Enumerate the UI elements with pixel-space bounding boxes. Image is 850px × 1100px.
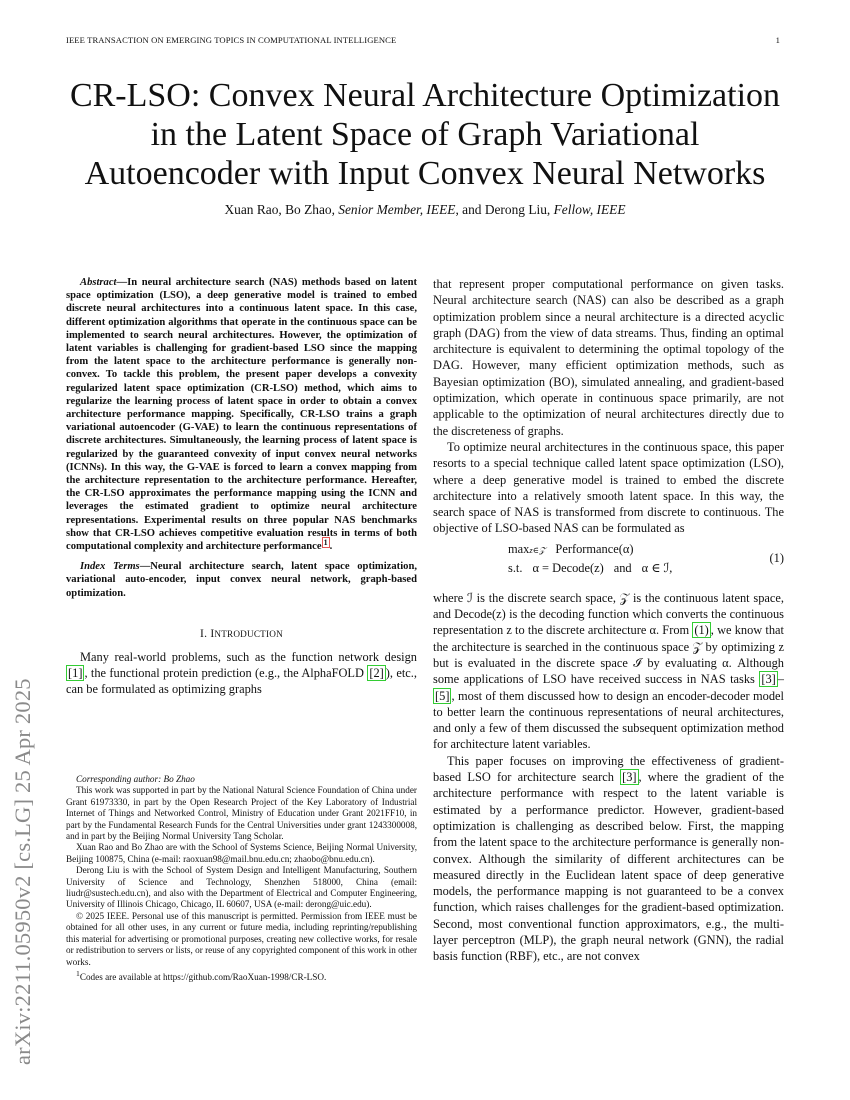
eq-and: and — [613, 560, 632, 575]
section-title-cap: I — [210, 626, 215, 640]
abstract: Abstract—In neural architecture search (NAS) methods based on latent space optimization (LSO), a deep generative model is trained to embed discrete neural architectures into a continuous latent space. In this case, different optimization algorithms that operate in the continuous space can be implemented to search neural architectures. However, the optimization of latent variables is challenging for gradient-based LSO since the mapping from the latent space to the architecture performance is generally non-convex. To tackle this problem, the present paper develops a convexity regularized latent space optimization (CR-LSO) method, which aims to regularize the learning process of latent space in order to obtain a convex architecture performance mapping. Specifically, CR-LSO trains a graph variational autoencoder (G-VAE) to learn the continuous representations of discrete architectures. Simultaneously, the learning process of latent space is regularized by the guaranteed convexity of input convex neural networks (ICNNs). In this way, the G-VAE is forced to learn a convex mapping from the architecture representation to the architecture performance. Hereafter, the CR-LSO approximates the performance mapping using the ICNN and leverages the estimated gradient to optimize neural architecture representations. Experimental results on three popular NAS benchmarks show that CR-LSO achieves competitive evaluation results in terms of both computational complexity and architecture performance $^1$ . — [66, 277, 417, 553]
footnote-link[interactable]: 1 — [323, 537, 328, 547]
corresponding-author-note: Corresponding author: Bo Zhao — [76, 774, 195, 784]
section-heading-introduction — [66, 627, 417, 640]
author-role-1: Senior Member, IEEE — [338, 202, 456, 217]
text-run: , we know that the architecture is searched in the continuous space 𝒵 by optimizing z but is evaluated in the discrete space ℐ by evaluating α. Although some applications of LSO have received success in NAS tasks — [433, 623, 784, 687]
section-title-rest: NTRODUCTION — [214, 628, 283, 639]
citation-link[interactable]: [1] — [68, 666, 83, 681]
text-run: Many real-world problems, such as the function network design — [80, 649, 417, 664]
text-run: , most of them discussed how to design an encoder-decoder model to better learn the continuous representations of neural architectures, and only a few of them discussed the subsequent optimization method for architecture latent variables. — [433, 688, 784, 752]
eq-max-subscript: z∈𝒵 — [529, 544, 546, 555]
funding-note: This work was supported in part by the National Natural Science Foundation of China under Grant 61973330, in part by the Open Research Project of the Key Laboratory of Industrial Internet of Things and Networked Control, Ministry of Education under Grant 2021FF10, in part by the Fundamental Research Funds for the Central Universities under grant 1243300008, and in part by the Beijing Normal University Tang Scholar. — [66, 785, 417, 842]
authors-part-2: , and Derong Liu, — [455, 202, 554, 217]
text-run: ), etc., can be formulated as optimizing graphs — [66, 666, 417, 697]
text-run: , the functional protein prediction (e.g., the AlphaFOLD — [84, 666, 368, 681]
index-terms-text: —Neural architecture search, latent space optimization, variational auto-encoder, input convex neural network, graph-based optimization. — [66, 561, 417, 599]
citation-link[interactable]: [2] — [369, 666, 384, 681]
text-run: – — [777, 672, 784, 687]
eq-constraint-decode: α = Decode(z) — [532, 560, 604, 575]
section-number: I. — [200, 626, 211, 640]
code-footnote-text: Codes are available at https://github.com/RaoXuan-1998/CR-LSO. — [79, 971, 327, 982]
running-header — [66, 35, 780, 45]
paper-title — [50, 76, 800, 193]
copyright-note: © 2025 IEEE. Personal use of this manuscript is permitted. Permission from IEEE must be obtained for all other uses, in any current or future media, including reprinting/republishing this material for advertising or promotional purposes, creating new collective works, for resale or redistribution to servers or lists, or reuse of any copyrighted component of this work in other works. — [66, 910, 417, 967]
index-terms — [66, 560, 417, 600]
code-footnote — [66, 968, 417, 983]
title-line-3: Autoencoder with Input Convex Neural Networks — [84, 155, 766, 192]
page-number: 1 — [775, 35, 780, 45]
first-page-footnotes — [66, 774, 417, 983]
eq-max: max — [508, 541, 530, 556]
affiliation-note-1: Xuan Rao and Bo Zhao are with the School of Systems Science, Beijing Normal University, Beijing 100875, China (e-mail: raoxuan98@mail.bnu.edu.cn; zhaobo@bnu.edu.cn). — [66, 842, 417, 864]
intro-paragraph-continued: that represent proper computational performance on given tasks. Neural architecture search (NAS) can also be described as a graph optimization problem since a neural architecture is a directed acyclic graph (DAG) from the view of data streams. Thus, finding an optimal architecture is equivalent to determining the optimal topology of the DAG. However, many efficient optimization methods, such as Bayesian optimization (BO), simulated annealing, and gradient-based optimization, which operate in continuous space primarily, are not applicable to the optimization of neural architectures directly due to the discreteness of graphs. — [433, 277, 784, 438]
journal-name: IEEE TRANSACTION ON EMERGING TOPICS IN COMPUTATIONAL INTELLIGENCE — [66, 35, 397, 45]
text-run: , where the gradient of the architecture performance with respect to the latent variable is estimated by a performance predictor. However, gradient-based optimization is challenging as described below. First, the mapping from the latent space to the architecture performance is generally non-convex. Although the similarity of different architectures can be measured directly in the Euclidean latent space of deep generative models, the performance mapping is not guaranteed to be a convex function, which raises challenges for the gradient-based optimization. Second, most conventional function approximators, e.g., the multi-layer perceptron (MLP), the graph neural network (GNN), the radial basis function (RBF), etc., are not convex — [433, 770, 784, 964]
eq-constraint-space: α ∈ ℐ, — [641, 560, 673, 575]
index-terms-label: Index Terms — [80, 561, 140, 573]
abstract-text: —In neural architecture search (NAS) methods based on latent space optimization (LSO), a deep generative model is trained to embed discrete neural architectures into a continuous latent space. In this case, different optimization algorithms that operate in the continuous space can be implemented to search neural architectures. However, the optimization of latent variables is challenging for gradient-based LSO since the mapping from the latent space to the architecture performance is generally non-convex. To tackle this problem, the present paper develops a convexity regularized latent space optimization (CR-LSO) method, which aims to regularize the learning process of latent space in order to obtain a convex architecture performance mapping. Specifically, CR-LSO trains a graph variational autoencoder (G-VAE) to learn the continuous representations of discrete architectures. Simultaneously, the learning process of latent space is regularized by the guaranteed convexity of input convex neural networks (ICNNs). In this way, the G-VAE is forced to learn a convex mapping from the architecture representation to the architecture performance. Hereafter, the CR-LSO approximates the performance mapping using the ICNN and leverages the estimated gradient to optimize neural architecture representations. Experimental results on three popular NAS benchmarks show that CR-LSO achieves competitive evaluation results in terms of both computational complexity and architecture performance — [66, 277, 417, 553]
abstract-label: Abstract — [80, 277, 117, 288]
citation-link[interactable]: [5] — [435, 688, 450, 703]
intro-paragraph-1 — [66, 649, 417, 698]
equation-objective-row — [508, 542, 633, 557]
equation-ref-link[interactable]: (1) — [694, 623, 709, 638]
citation-link[interactable]: [3] — [622, 770, 637, 785]
citation-link[interactable]: [3] — [761, 672, 776, 687]
text-run: This paper focuses on improving the effectiveness of gradient-based LSO for architecture search — [433, 753, 784, 785]
code-footnote-marker: 1 — [76, 968, 80, 978]
left-column — [66, 276, 417, 698]
focus-paragraph — [433, 753, 784, 965]
title-line-1: CR-LSO: Convex Neural Architecture Optimization — [69, 77, 781, 114]
eq-st: s.t. — [508, 560, 523, 575]
text-run: where ℐ is the discrete search space, 𝒵 is the continuous latent space, and Decode(z) is the decoding function which converts the continuous representation z to the discrete architecture α. From — [433, 590, 784, 638]
eq-objective: Performance(α) — [555, 541, 634, 556]
intro-paragraph-lso: To optimize neural architectures in the continuous space, this paper resorts to a special technique called latent space optimization (LSO), where a deep generative model is trained to embed the discrete architecture into a relatively smooth latent space. In this way, the search space of NAS is transformed from discrete to continuous. The objective of LSO-based NAS can be formulated as — [433, 439, 784, 536]
right-column — [433, 276, 784, 965]
author-role-2: Fellow, IEEE — [553, 202, 626, 217]
equation-number: (1) — [769, 550, 784, 565]
authors-part-1: Xuan Rao, Bo Zhao, — [224, 202, 339, 217]
author-list — [50, 202, 800, 218]
equation-constraint-row — [508, 560, 672, 576]
arxiv-identifier[interactable]: arXiv:2211.05950v2 [cs.LG] 25 Apr 2025 — [10, 678, 35, 1065]
title-line-2: in the Latent Space of Graph Variational — [150, 116, 700, 153]
equation-explanation-paragraph — [433, 590, 784, 753]
equation-1 — [433, 542, 784, 584]
affiliation-note-2: Derong Liu is with the School of System Design and Intelligent Manufacturing, Southern University of Science and Technology, Shenzhen 518000, China (email: liudr@sustech.edu.cn), and also with the Department of Electrical and Computer Engineering, University of Illinois Chicago, Chicago, IL 60607, USA (e-mail: derong@uic.edu). — [66, 865, 417, 910]
